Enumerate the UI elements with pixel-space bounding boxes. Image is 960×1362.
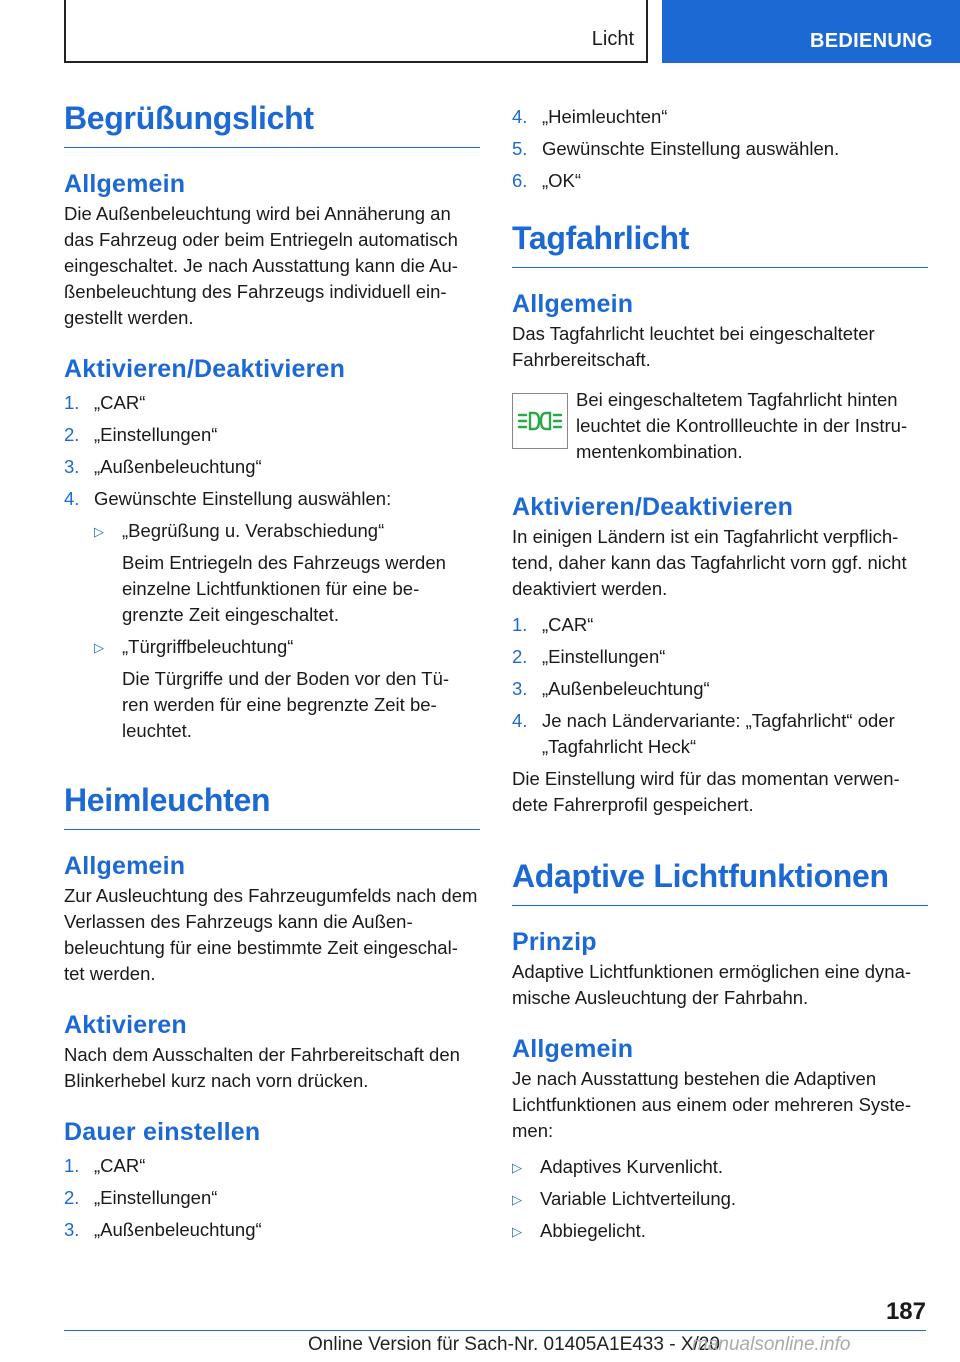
- options-list: [94, 518, 480, 744]
- steps-list: [512, 104, 928, 194]
- list-item: [94, 634, 480, 744]
- step-text: Gewünschte Einstellung auswählen.: [542, 138, 840, 159]
- step-text: „Außenbeleuchtung“: [542, 678, 710, 699]
- list-item: [512, 708, 928, 760]
- list-item: [512, 1218, 928, 1244]
- paragraph-allgemein: Das Tagfahrlicht leuchtet bei eingeschalteter Fahrbereitschaft.: [512, 323, 875, 370]
- step-number: 3.: [512, 678, 528, 699]
- steps-list: [512, 612, 928, 760]
- subheading-allgemein: Allgemein: [512, 290, 634, 318]
- paragraph-aktivieren-deaktivieren: In einigen Ländern ist ein Tagfahrlicht verpflich‐ tend, daher kann das Tagfahrlicht vorn ggf. nicht deaktiviert werden.: [512, 526, 907, 599]
- step-text: Je nach Ländervariante: „Tagfahrlicht“ oder „Tagfahrlicht Heck“: [542, 710, 895, 757]
- subheading-aktivieren-deaktivieren: Aktivieren/Deaktivieren: [64, 355, 346, 383]
- option-title: „Begrüßung u. Verabschiedung“: [122, 520, 385, 541]
- section-title: Licht: [591, 28, 634, 50]
- triangle-bullet-icon: ▷: [94, 640, 104, 655]
- step-text: „Heimleuchten“: [542, 106, 668, 127]
- heading-adaptive-lichtfunktionen: Adaptive Lichtfunktionen: [512, 858, 928, 906]
- step-number: 4.: [512, 710, 528, 731]
- step-number: 3.: [64, 1219, 80, 1240]
- list-item: [512, 1186, 928, 1212]
- paragraph-allgemein: Je nach Ausstattung bestehen die Adaptiven Lichtfunktionen aus einem oder mehreren Syste‐ men:: [512, 1068, 911, 1141]
- indicator-note-text: Bei eingeschaltetem Tagfahrlicht hinten leuchtet die Kontrollleuchte in der Instru‐ mentenkombination.: [576, 389, 908, 462]
- paragraph-profile: Die Einstellung wird für das momentan verwen‐ dete Fahrerprofil gespeichert.: [512, 768, 900, 815]
- step-number: 3.: [64, 456, 80, 477]
- paragraph-allgemein: Die Außenbeleuchtung wird bei Annäherung an das Fahrzeug oder beim Entriegeln automatisch eingeschaltet. Je nach Ausstattung kann die Au‐ ßenbeleuchtung des Fahrzeugs individuell ein‐ gestellt werden.: [64, 203, 458, 328]
- triangle-bullet-icon: ▷: [512, 1192, 522, 1207]
- list-item: [64, 1153, 480, 1179]
- system-text: Abbiegelicht.: [540, 1220, 646, 1241]
- system-text: Adaptives Kurvenlicht.: [540, 1156, 724, 1177]
- subheading-prinzip: Prinzip: [512, 928, 597, 956]
- footer-online-version: Online Version für Sach-Nr. 01405A1E433 - X/20: [308, 1334, 720, 1355]
- triangle-bullet-icon: ▷: [512, 1160, 522, 1175]
- subheading-allgemein: Allgemein: [64, 852, 186, 880]
- list-item: [64, 454, 480, 480]
- list-item: [64, 486, 480, 744]
- heading-tagfahrlicht: Tagfahrlicht: [512, 220, 928, 268]
- subheading-dauer-einstellen: Dauer einstellen: [64, 1118, 261, 1146]
- step-text: „CAR“: [94, 392, 146, 413]
- heading-begruessungslicht: Begrüßungslicht: [64, 100, 480, 148]
- triangle-bullet-icon: ▷: [94, 524, 104, 539]
- step-number: 2.: [64, 424, 80, 445]
- step-number: 6.: [512, 170, 528, 191]
- steps-list: [64, 1153, 480, 1243]
- step-number: 1.: [512, 614, 528, 635]
- step-text: „Einstellungen“: [94, 424, 218, 445]
- paragraph-prinzip: Adaptive Lichtfunktionen ermöglichen eine dyna‐ mische Ausleuchtung der Fahrbahn.: [512, 961, 912, 1008]
- step-text: Gewünschte Einstellung auswählen:: [94, 488, 392, 509]
- subheading-allgemein: Allgemein: [512, 1035, 634, 1063]
- list-item: [512, 168, 928, 194]
- list-item: [94, 518, 480, 628]
- step-number: 4.: [64, 488, 80, 509]
- list-item: [512, 676, 928, 702]
- list-item: [512, 644, 928, 670]
- page-number: 187: [885, 1298, 926, 1325]
- subheading-allgemein: Allgemein: [64, 170, 186, 198]
- systems-list: [512, 1154, 928, 1244]
- step-text: „OK“: [542, 170, 582, 191]
- list-item: [512, 104, 928, 130]
- list-item: [64, 422, 480, 448]
- list-item: [512, 612, 928, 638]
- list-item: [512, 136, 928, 162]
- step-number: 5.: [512, 138, 528, 159]
- list-item: [64, 1185, 480, 1211]
- step-text: „CAR“: [542, 614, 594, 635]
- left-column: [64, 100, 480, 1249]
- paragraph-allgemein: Zur Ausleuchtung des Fahrzeugumfelds nach dem Verlassen des Fahrzeugs kann die Außen‐ beleuchtung für eine bestimmte Zeit eingeschal‐ tet werden.: [64, 885, 478, 984]
- step-number: 4.: [512, 106, 528, 127]
- step-text: „Einstellungen“: [542, 646, 666, 667]
- right-column: [512, 104, 928, 1250]
- heading-heimleuchten: Heimleuchten: [64, 782, 480, 830]
- step-number: 2.: [512, 646, 528, 667]
- step-number: 1.: [64, 392, 80, 413]
- option-description: Die Türgriffe und der Boden vor den Tü‐ ren werden für eine begrenzte Zeit be‐ leuchtet.: [122, 668, 450, 741]
- step-text: „Außenbeleuchtung“: [94, 456, 262, 477]
- subheading-aktivieren: Aktivieren: [64, 1011, 187, 1039]
- step-text: „CAR“: [94, 1155, 146, 1176]
- option-title: „Türgriffbeleuchtung“: [122, 636, 294, 657]
- step-number: 1.: [64, 1155, 80, 1176]
- triangle-bullet-icon: ▷: [512, 1224, 522, 1239]
- watermark: manualsonline.info: [692, 1334, 851, 1355]
- option-description: Beim Entriegeln des Fahrzeugs werden einzelne Lichtfunktionen für eine be‐ grenzte Zeit eingeschaltet.: [122, 552, 446, 625]
- footer-divider: [64, 1330, 926, 1331]
- subheading-aktivieren-deaktivieren: Aktivieren/Deaktivieren: [512, 493, 794, 521]
- step-text: „Außenbeleuchtung“: [94, 1219, 262, 1240]
- indicator-note: [512, 387, 928, 467]
- step-number: 2.: [64, 1187, 80, 1208]
- steps-list: [64, 390, 480, 744]
- header-frame: [64, 0, 648, 63]
- chapter-tab: BEDIENUNG: [662, 0, 960, 63]
- paragraph-aktivieren: Nach dem Ausschalten der Fahrbereitschaft den Blinkerhebel kurz nach vorn drücken.: [64, 1044, 460, 1091]
- list-item: [64, 1217, 480, 1243]
- step-text: „Einstellungen“: [94, 1187, 218, 1208]
- system-text: Variable Lichtverteilung.: [540, 1188, 737, 1209]
- list-item: [512, 1154, 928, 1180]
- daytime-running-light-icon: [512, 393, 568, 449]
- list-item: [64, 390, 480, 416]
